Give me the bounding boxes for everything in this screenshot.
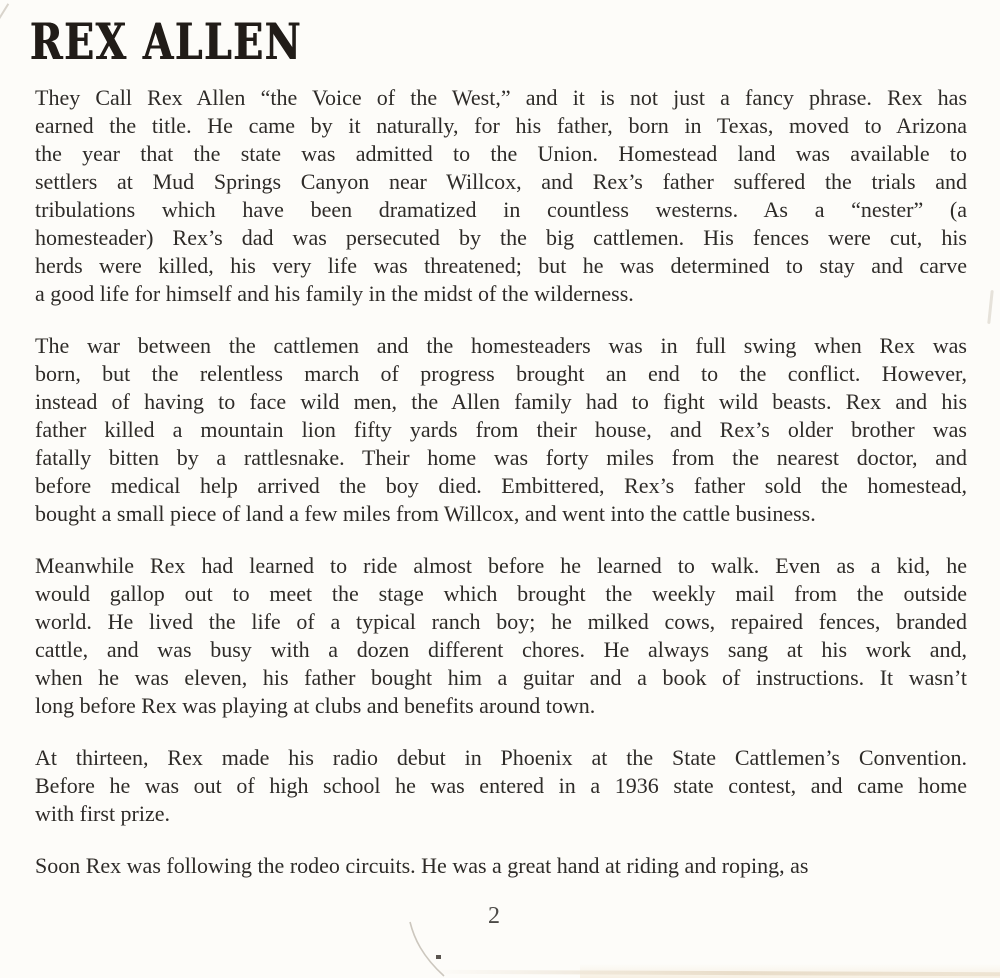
scan-edge-smudge	[987, 290, 994, 324]
text-line: cattle, and was busy with a dozen different chores. He always sang at his work and,	[35, 637, 967, 662]
text-line: world. He lived the life of a typical ranch boy; he milked cows, repaired fences, branded	[35, 609, 967, 634]
paragraph	[35, 744, 967, 828]
article-body	[35, 84, 967, 904]
text-line: earned the title. He came by it naturally, for his father, born in Texas, moved to Arizona	[35, 113, 967, 138]
paragraph	[35, 852, 967, 880]
text-line: the year that the state was admitted to the Union. Homestead land was available to	[35, 141, 967, 166]
text-line: fatally bitten by a rattlesnake. Their home was forty miles from the nearest doctor, and	[35, 445, 967, 470]
paragraph	[35, 552, 967, 720]
scan-bottom-tint	[580, 964, 1000, 978]
text-line: herds were killed, his very life was threatened; but he was determined to stay and carve	[35, 253, 967, 278]
scan-scratch-mark	[0, 3, 9, 24]
text-line: They Call Rex Allen “the Voice of the West,” and it is not just a fancy phrase. Rex has	[35, 85, 967, 110]
text-line: long before Rex was playing at clubs and benefits around town.	[35, 693, 596, 718]
text-line: a good life for himself and his family in the midst of the wilderness.	[35, 281, 634, 306]
text-line: bought a small piece of land a few miles from Willcox, and went into the cattle business.	[35, 501, 816, 526]
text-line: Before he was out of high school he was entered in a 1936 state contest, and came home	[35, 773, 967, 798]
text-line: father killed a mountain lion fifty yards from their house, and Rex’s older brother was	[35, 417, 967, 442]
text-line: homesteader) Rex’s dad was persecuted by the big cattlemen. His fences were cut, his	[35, 225, 967, 250]
text-line: would gallop out to meet the stage which brought the weekly mail from the outside	[35, 581, 967, 606]
text-line: Meanwhile Rex had learned to ride almost before he learned to walk. Even as a kid, he	[35, 553, 967, 578]
text-line: Soon Rex was following the rodeo circuits. He was a great hand at riding and roping, as	[35, 853, 809, 878]
text-line: born, but the relentless march of progress brought an end to the conflict. However,	[35, 361, 967, 386]
text-line: tribulations which have been dramatized in countless westerns. As a “nester” (a	[35, 197, 967, 222]
text-line: At thirteen, Rex made his radio debut in Phoenix at the State Cattlemen’s Convention.	[35, 745, 967, 770]
text-line: The war between the cattlemen and the homesteaders was in full swing when Rex was	[35, 333, 967, 358]
paragraph	[35, 84, 967, 308]
text-line: when he was eleven, his father bought him a guitar and a book of instructions. It wasn’t	[35, 665, 967, 690]
text-line: settlers at Mud Springs Canyon near Willcox, and Rex’s father suffered the trials and	[35, 169, 967, 194]
text-line: before medical help arrived the boy died. Embittered, Rex’s father sold the homestead,	[35, 473, 967, 498]
page-title: REX ALLEN	[30, 12, 303, 72]
paragraph	[35, 332, 967, 528]
text-line: with first prize.	[35, 801, 171, 826]
page-number: 2	[488, 903, 500, 929]
text-line: instead of having to face wild men, the Allen family had to fight wild beasts. Rex and his	[35, 389, 967, 414]
